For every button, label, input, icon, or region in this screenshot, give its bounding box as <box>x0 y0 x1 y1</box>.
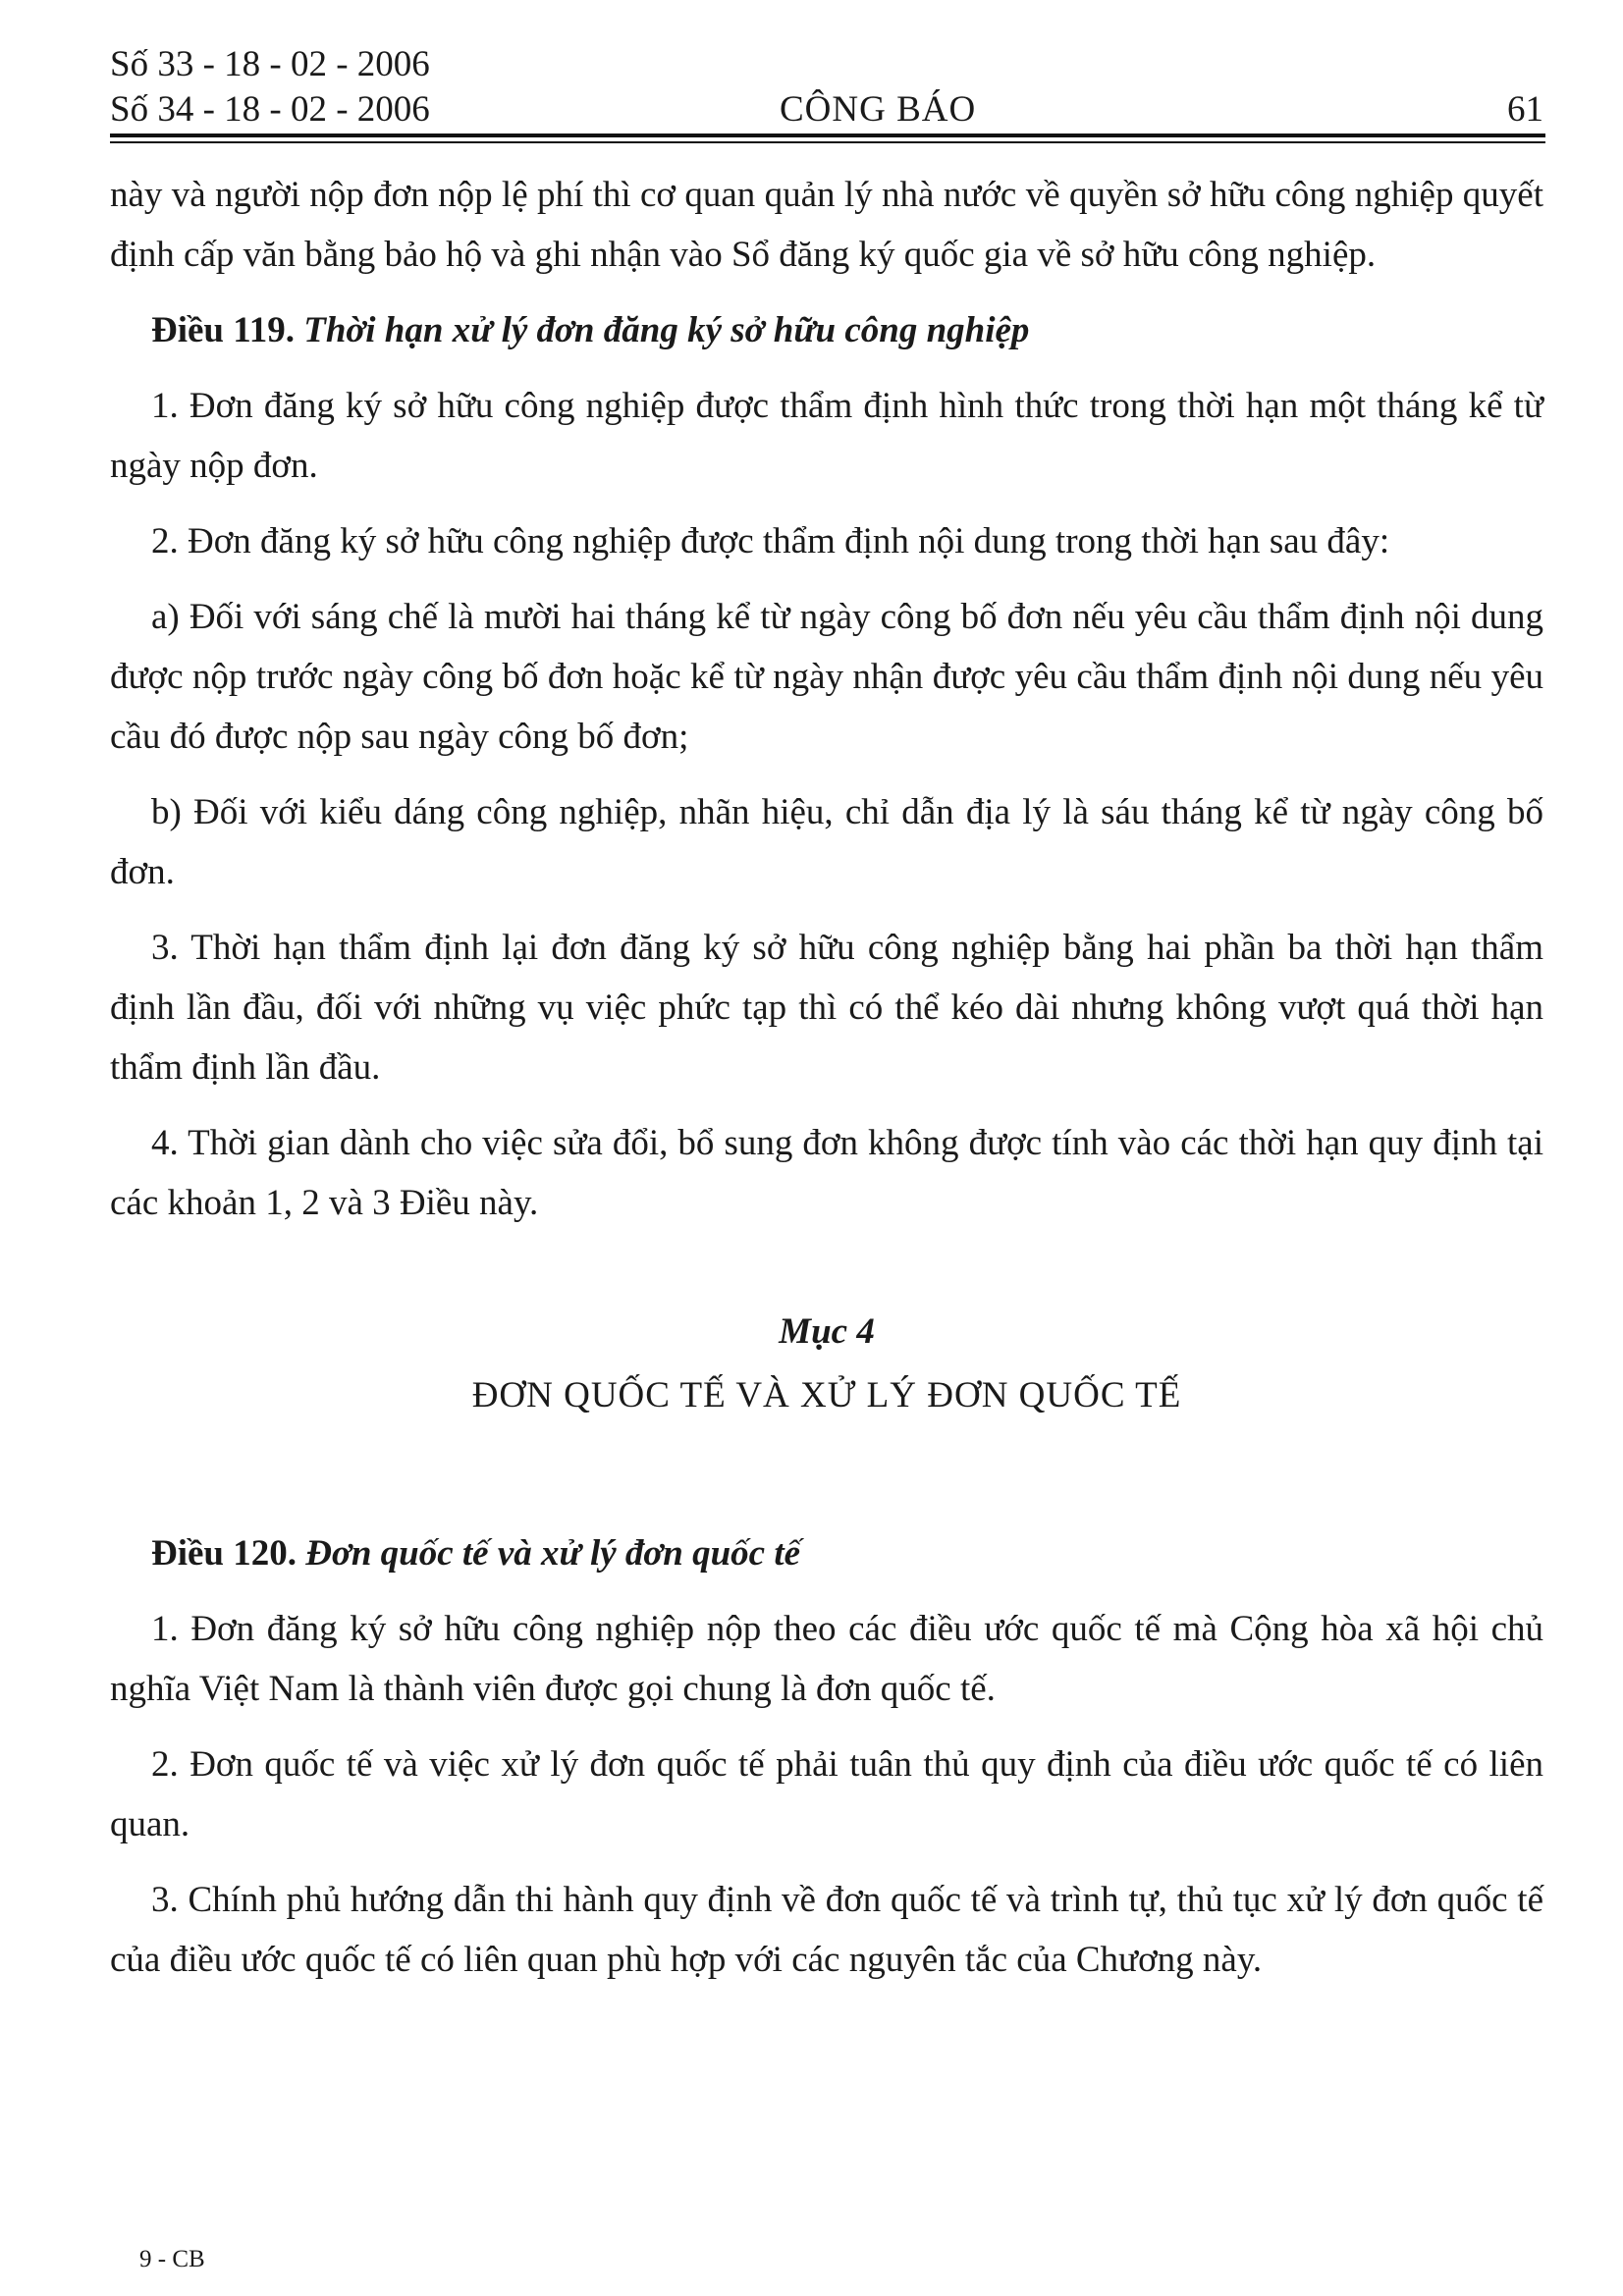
article-120-clause-2: 2. Đơn quốc tế và việc xử lý đơn quốc tế phải tuân thủ quy định của điều ước quốc tế có liên quan. <box>110 1744 1543 1844</box>
article-119-number: Điều 119. <box>151 310 295 350</box>
header-rule-thin <box>110 141 1545 143</box>
article-119-title: Thời hạn xử lý đơn đăng ký sở hữu công nghiệp <box>303 310 1030 350</box>
sheet-mark: 9 - CB <box>139 2246 205 2272</box>
article-120-heading <box>110 1523 1543 1583</box>
article-119-heading <box>110 300 1543 360</box>
header-rule-thick <box>110 133 1545 137</box>
article-119-clause-3: 3. Thời hạn thẩm định lại đơn đăng ký sở hữu công nghiệp bằng hai phần ba thời hạn thẩm định lần đầu, đối với những vụ việc phức tạp thì có thể kéo dài nhưng không vượt quá thời hạn thẩm định lần đầu. <box>110 928 1543 1088</box>
page-number: 61 <box>1507 89 1543 130</box>
article-120-clause-1: 1. Đơn đăng ký sở hữu công nghiệp nộp theo các điều ước quốc tế mà Cộng hòa xã hội chủ nghĩa Việt Nam là thành viên được gọi chung là đơn quốc tế. <box>110 1609 1543 1709</box>
article-119-clause-1: 1. Đơn đăng ký sở hữu công nghiệp được thẩm định hình thức trong thời hạn một tháng kể từ ngày nộp đơn. <box>110 386 1543 486</box>
article-119-clause-2: 2. Đơn đăng ký sở hữu công nghiệp được thẩm định nội dung trong thời hạn sau đây: <box>151 521 1390 561</box>
article-119-clause-4: 4. Thời gian dành cho việc sửa đổi, bổ sung đơn không được tính vào các thời hạn quy định tại các khoản 1, 2 và 3 Điều này. <box>110 1123 1543 1223</box>
gazette-title: CÔNG BÁO <box>780 89 977 130</box>
continuation-paragraph: này và người nộp đơn nộp lệ phí thì cơ quan quản lý nhà nước về quyền sở hữu công nghiệp quyết định cấp văn bằng bảo hộ và ghi nhận vào Sổ đăng ký quốc gia về sở hữu công nghiệp. <box>110 175 1543 275</box>
article-119-clause-2b: b) Đối với kiểu dáng công nghiệp, nhãn hiệu, chỉ dẫn địa lý là sáu tháng kể từ ngày công bố đơn. <box>110 792 1543 892</box>
section-title: ĐƠN QUỐC TẾ VÀ XỬ LÝ ĐƠN QUỐC TẾ <box>471 1375 1182 1415</box>
article-119-clause-2a: a) Đối với sáng chế là mười hai tháng kể từ ngày công bố đơn nếu yêu cầu thẩm định nội dung được nộp trước ngày công bố đơn hoặc kể từ ngày nhận được yêu cầu thẩm định nội dung nếu yêu cầu đó được nộp sau ngày công bố đơn; <box>110 597 1543 757</box>
page-header <box>110 43 1543 141</box>
issue-number-1: Số 33 - 18 - 02 - 2006 <box>110 44 430 84</box>
article-120-clause-3: 3. Chính phủ hướng dẫn thi hành quy định về đơn quốc tế và trình tự, thủ tục xử lý đơn quốc tế của điều ước quốc tế có liên quan phù hợp với các nguyên tắc của Chương này. <box>110 1880 1543 1980</box>
section-label: Mục 4 <box>779 1311 875 1352</box>
article-120-title: Đơn quốc tế và xử lý đơn quốc tế <box>305 1533 801 1574</box>
article-120-number: Điều 120. <box>151 1533 297 1574</box>
issue-number-2: Số 34 - 18 - 02 - 2006 <box>110 89 430 130</box>
document-body <box>110 165 1543 2005</box>
